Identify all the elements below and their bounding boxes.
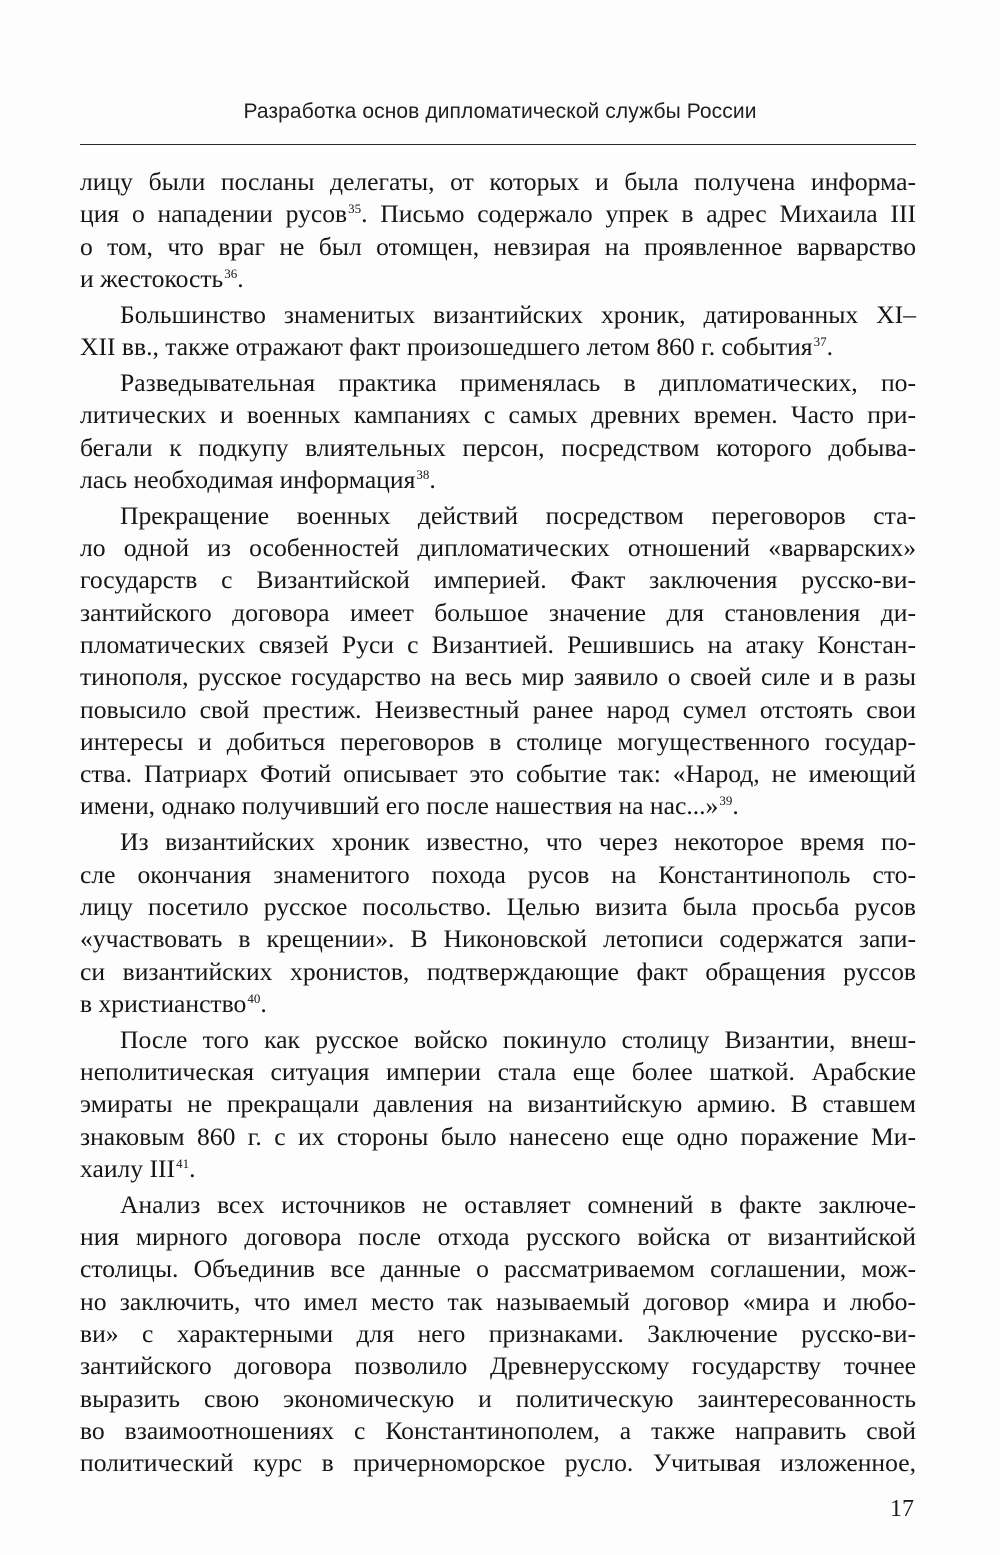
text-line: лицу были посланы делегаты, от которых и была получена информа-: [80, 167, 916, 196]
text-line: хаилу III$^{41}$.: [80, 1153, 196, 1183]
text-line: во взаимоотношениях с Константинополем, а также направить свой: [80, 1415, 916, 1445]
text-line: ло одной из особенностей дипломатических отношений «варварских»: [80, 533, 916, 563]
text-line: тинополя, русское государство на весь мир заявило о своей силе и в разы: [80, 662, 916, 692]
text-line: лась необходимая информация$^{38}$.: [80, 464, 436, 494]
text-line: повысило свой престиж. Неизвестный ранее народ сумел отстоять свои: [80, 694, 916, 724]
text-line: Анализ всех источников не оставляет сомнений в факте заключе-: [120, 1189, 916, 1219]
text-line: столицы. Объединив все данные о рассматриваемом соглашении, мож-: [80, 1254, 916, 1284]
paragraph: [80, 500, 916, 823]
text-line: Разведывательная практика применялась в дипломатических, по-: [120, 367, 916, 397]
text-line: политический курс в причерноморское русло. Учитывая изложенное,: [80, 1448, 916, 1478]
running-head: Разработка основ дипломатической службы России: [243, 100, 757, 123]
text-line: ния мирного договора после отхода русского войска от византийской: [80, 1222, 916, 1252]
text-line: XII вв., также отражают факт произошедшего летом 860 г. события$^{37}$.: [80, 332, 833, 362]
paragraph: [80, 166, 916, 295]
text-line: ви» с характерными для него признаками. Заключение русско-ви-: [80, 1318, 916, 1348]
text-line: Из византийских хроник известно, что через некоторое время по-: [120, 827, 916, 857]
text-line: ция о нападении русов$^{35}$. Письмо содержало упрек в адрес Михаила III: [80, 199, 917, 229]
page-number: 17: [890, 1496, 914, 1522]
footnote-ref: 40: [247, 990, 261, 1006]
text-line: лицу посетило русское посольство. Целью визита была просьба русов: [80, 891, 916, 921]
text-line: неполитическая ситуация империи стала еще более шаткой. Арабские: [80, 1056, 916, 1086]
text-line: зантийского договора имеет большое значение для становления ди-: [80, 597, 916, 627]
header-rule: [80, 144, 916, 145]
text-line: зантийского договора позволило Древнерусскому государству точнее: [80, 1351, 916, 1381]
footnote-ref: 36: [224, 265, 238, 281]
paragraph: [80, 1024, 916, 1185]
text-line: После того как русское войско покинуло столицу Византии, внеш-: [120, 1024, 916, 1054]
paragraph: [80, 826, 916, 1020]
text-line: интересы и добиться переговоров в столице могущественного государ-: [80, 726, 916, 756]
text-line: пломатических связей Руси с Византией. Решившись на атаку Констан-: [80, 629, 916, 659]
text-line: «участвовать в крещении». В Никоновской летописи содержатся запи-: [80, 924, 916, 954]
text-line: выразить свою экономическую и политическую заинтересованность: [80, 1383, 916, 1413]
paragraph: [80, 367, 916, 496]
text-line: бегали к подкупу влиятельных персон, посредством которого добыва-: [80, 432, 916, 462]
text-line: си византийских хронистов, подтверждающие факт обращения руссов: [80, 956, 916, 986]
footnote-ref: 37: [813, 334, 827, 350]
text-line: сле окончания знаменитого похода русов на Константинополь сто-: [80, 859, 916, 889]
text-line: ства. Патриарх Фотий описывает это событие так: «Народ, не имеющий: [80, 759, 916, 789]
paragraph: [80, 299, 916, 364]
footnote-ref: 41: [176, 1155, 190, 1171]
text-line: но заключить, что имел место так называемый договор «мира и любо-: [80, 1286, 916, 1316]
text-line: эмираты не прекращали давления на византийскую армию. В ставшем: [80, 1089, 916, 1119]
text-line: государств с Византийской империей. Факт заключения русско-ви-: [80, 565, 916, 595]
text-line: и жестокость$^{36}$.: [80, 263, 244, 293]
text-line: о том, что враг не был отомщен, невзирая на проявленное варварство: [80, 231, 916, 261]
text-line: знаковым 860 г. с их стороны было нанесено еще одно поражение Ми-: [80, 1121, 916, 1151]
footnote-ref: 38: [416, 466, 430, 482]
text-line: в христианство$^{40}$.: [80, 988, 267, 1018]
footnote-ref: 35: [348, 201, 362, 217]
paragraph: [80, 1189, 916, 1480]
footnote-ref: 39: [719, 793, 733, 809]
text-line: имени, однако получивший его после нашествия на нас...»$^{39}$.: [80, 791, 739, 821]
text-line: Большинство знаменитых византийских хроник, датированных XI–: [120, 299, 916, 329]
body-text: [80, 166, 916, 1483]
text-line: литических и военных кампаниях с самых древних времен. Часто при-: [80, 400, 916, 430]
text-line: Прекращение военных действий посредством переговоров ста-: [120, 500, 916, 530]
